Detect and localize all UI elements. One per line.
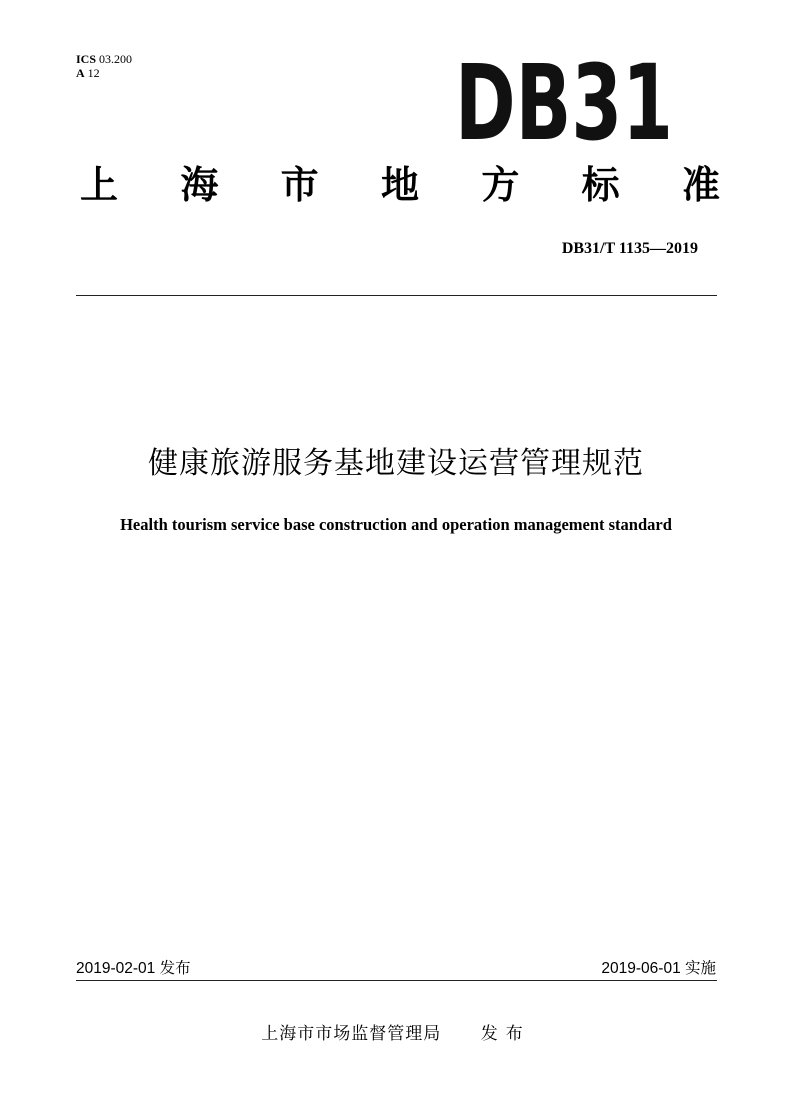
ccs-tag: A [76, 66, 85, 80]
issuer-action: 发布 [480, 1024, 531, 1044]
issuer-line [0, 1019, 792, 1044]
standard-type-heading [80, 162, 720, 208]
document-title-en: Health tourism service base construction and operation management standard [120, 515, 672, 534]
issuer-name: 上海市市场监督管理局 [261, 1024, 442, 1044]
standard-type-char: 地 [380, 163, 419, 207]
ccs-code: 12 [87, 66, 100, 80]
footer-divider [76, 980, 717, 981]
standard-type-char: 方 [481, 163, 520, 207]
issue-date: 2019-02-01 发布 [76, 960, 191, 977]
header-divider [76, 295, 717, 296]
standard-type-char: 海 [180, 163, 219, 207]
db31-logo [455, 42, 673, 164]
implementation-date: 2019-06-01 实施 [601, 960, 716, 977]
ics-tag: ICS [76, 52, 97, 66]
standard-number: DB31/T 1135—2019 [561, 240, 698, 257]
ccs-line [76, 66, 132, 80]
standard-type-char: 上 [80, 163, 119, 207]
db31-logo-text: DB31 [455, 42, 673, 164]
standard-type-char: 标 [581, 163, 620, 207]
ics-code: 03.200 [99, 52, 133, 66]
ics-line [76, 52, 132, 66]
document-title-zh: 健康旅游服务基地建设运营管理规范 [148, 446, 644, 481]
standard-type-char: 市 [280, 163, 319, 207]
classification-codes [76, 52, 132, 80]
standard-type-char: 准 [681, 163, 720, 207]
